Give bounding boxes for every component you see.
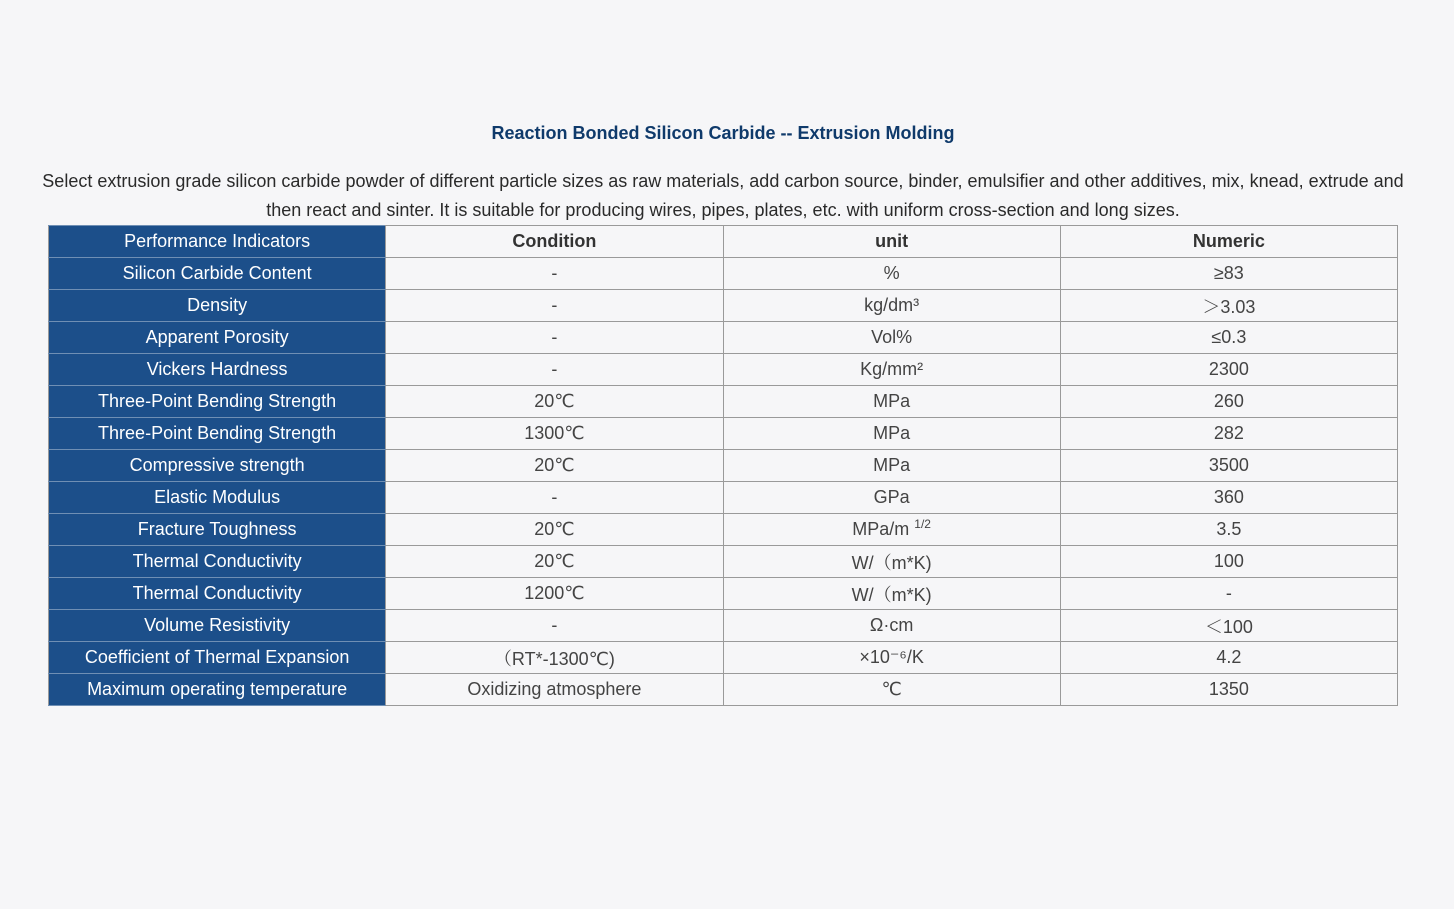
header-unit: unit [723,226,1060,258]
page-title: Reaction Bonded Silicon Carbide -- Extrusion Molding [491,123,955,143]
unit-text: kg/dm³ [864,295,920,315]
unit-cell [723,386,1060,418]
indicator-cell: Volume Resistivity [49,610,386,642]
condition-cell: - [386,258,723,290]
condition-cell: - [386,322,723,354]
table-row [49,514,1398,546]
table-row [49,450,1398,482]
table-body [49,258,1398,706]
unit-text: Vol% [871,327,913,347]
table-row [49,546,1398,578]
value-cell: 282 [1060,418,1397,450]
unit-cell [723,418,1060,450]
unit-text: ℃ [881,679,902,699]
unit-cell [723,546,1060,578]
condition-cell: 20℃ [386,546,723,578]
unit-cell [723,674,1060,706]
table-header-row [49,226,1398,258]
unit-cell [723,514,1060,546]
unit-cell [723,642,1060,674]
condition-cell: - [386,290,723,322]
condition-cell: 1300℃ [386,418,723,450]
condition-cell: 1200℃ [386,578,723,610]
indicator-cell: Elastic Modulus [49,482,386,514]
table-row [49,674,1398,706]
table-row [49,482,1398,514]
indicator-cell: Silicon Carbide Content [49,258,386,290]
indicator-cell: Vickers Hardness [49,354,386,386]
unit-text: MPa/m [852,519,915,539]
unit-text: ×10⁻⁶/K [859,647,924,667]
content-area [42,118,1404,706]
table-row [49,610,1398,642]
unit-cell [723,482,1060,514]
indicator-cell: Apparent Porosity [49,322,386,354]
unit-cell [723,578,1060,610]
value-cell: ＜100 [1060,610,1397,642]
value-cell: 360 [1060,482,1397,514]
table-row [49,258,1398,290]
value-cell: 3.5 [1060,514,1397,546]
header-performance-indicators: Performance Indicators [49,226,386,258]
value-cell: ≤0.3 [1060,322,1397,354]
table-row [49,418,1398,450]
unit-text: MPa [873,423,911,443]
unit-text: Kg/mm² [860,359,924,379]
value-cell: 4.2 [1060,642,1397,674]
condition-cell: 20℃ [386,386,723,418]
indicator-cell: Maximum operating temperature [49,674,386,706]
header-condition: Condition [386,226,723,258]
unit-text: MPa [873,391,911,411]
table-row [49,322,1398,354]
value-cell: 1350 [1060,674,1397,706]
unit-cell [723,450,1060,482]
value-cell: 100 [1060,546,1397,578]
unit-cell [723,290,1060,322]
value-cell: 2300 [1060,354,1397,386]
value-cell: 260 [1060,386,1397,418]
properties-table [48,225,1398,706]
table-row [49,354,1398,386]
indicator-cell: Thermal Conductivity [49,546,386,578]
value-cell: 3500 [1060,450,1397,482]
indicator-cell: Coefficient of Thermal Expansion [49,642,386,674]
condition-cell: 20℃ [386,450,723,482]
indicator-cell: Thermal Conductivity [49,578,386,610]
indicator-cell: Three-Point Bending Strength [49,418,386,450]
indicator-cell: Density [49,290,386,322]
indicator-cell: Three-Point Bending Strength [49,386,386,418]
unit-text: W/（m*K) [851,584,932,605]
description: Select extrusion grade silicon carbide powder of different particle sizes as raw materials, add carbon source, binder, emulsifier and other additives, mix, knead, extrude and then react and sinter. It is suitable for producing wires, pipes, plates, etc. with uniform cross-section and long sizes. [42,171,1404,220]
unit-text: W/（m*K) [851,552,932,573]
condition-cell: 20℃ [386,514,723,546]
unit-text: MPa [873,455,911,475]
unit-cell [723,354,1060,386]
condition-cell: - [386,610,723,642]
header-numeric: Numeric [1060,226,1397,258]
unit-text: Ω·cm [869,615,914,635]
unit-cell [723,322,1060,354]
unit-text: % [883,263,900,283]
value-cell: ≥83 [1060,258,1397,290]
table-row [49,386,1398,418]
unit-cell [723,610,1060,642]
unit-text: GPa [873,487,910,507]
indicator-cell: Fracture Toughness [49,514,386,546]
table-row [49,642,1398,674]
condition-cell: - [386,354,723,386]
condition-cell: - [386,482,723,514]
value-cell: ＞3.03 [1060,290,1397,322]
table-row [49,290,1398,322]
condition-cell: （RT*-1300℃) [386,642,723,674]
indicator-cell: Compressive strength [49,450,386,482]
unit-superscript: 1/2 [914,517,931,531]
value-cell: - [1060,578,1397,610]
table-row [49,578,1398,610]
condition-cell: Oxidizing atmosphere [386,674,723,706]
unit-cell [723,258,1060,290]
